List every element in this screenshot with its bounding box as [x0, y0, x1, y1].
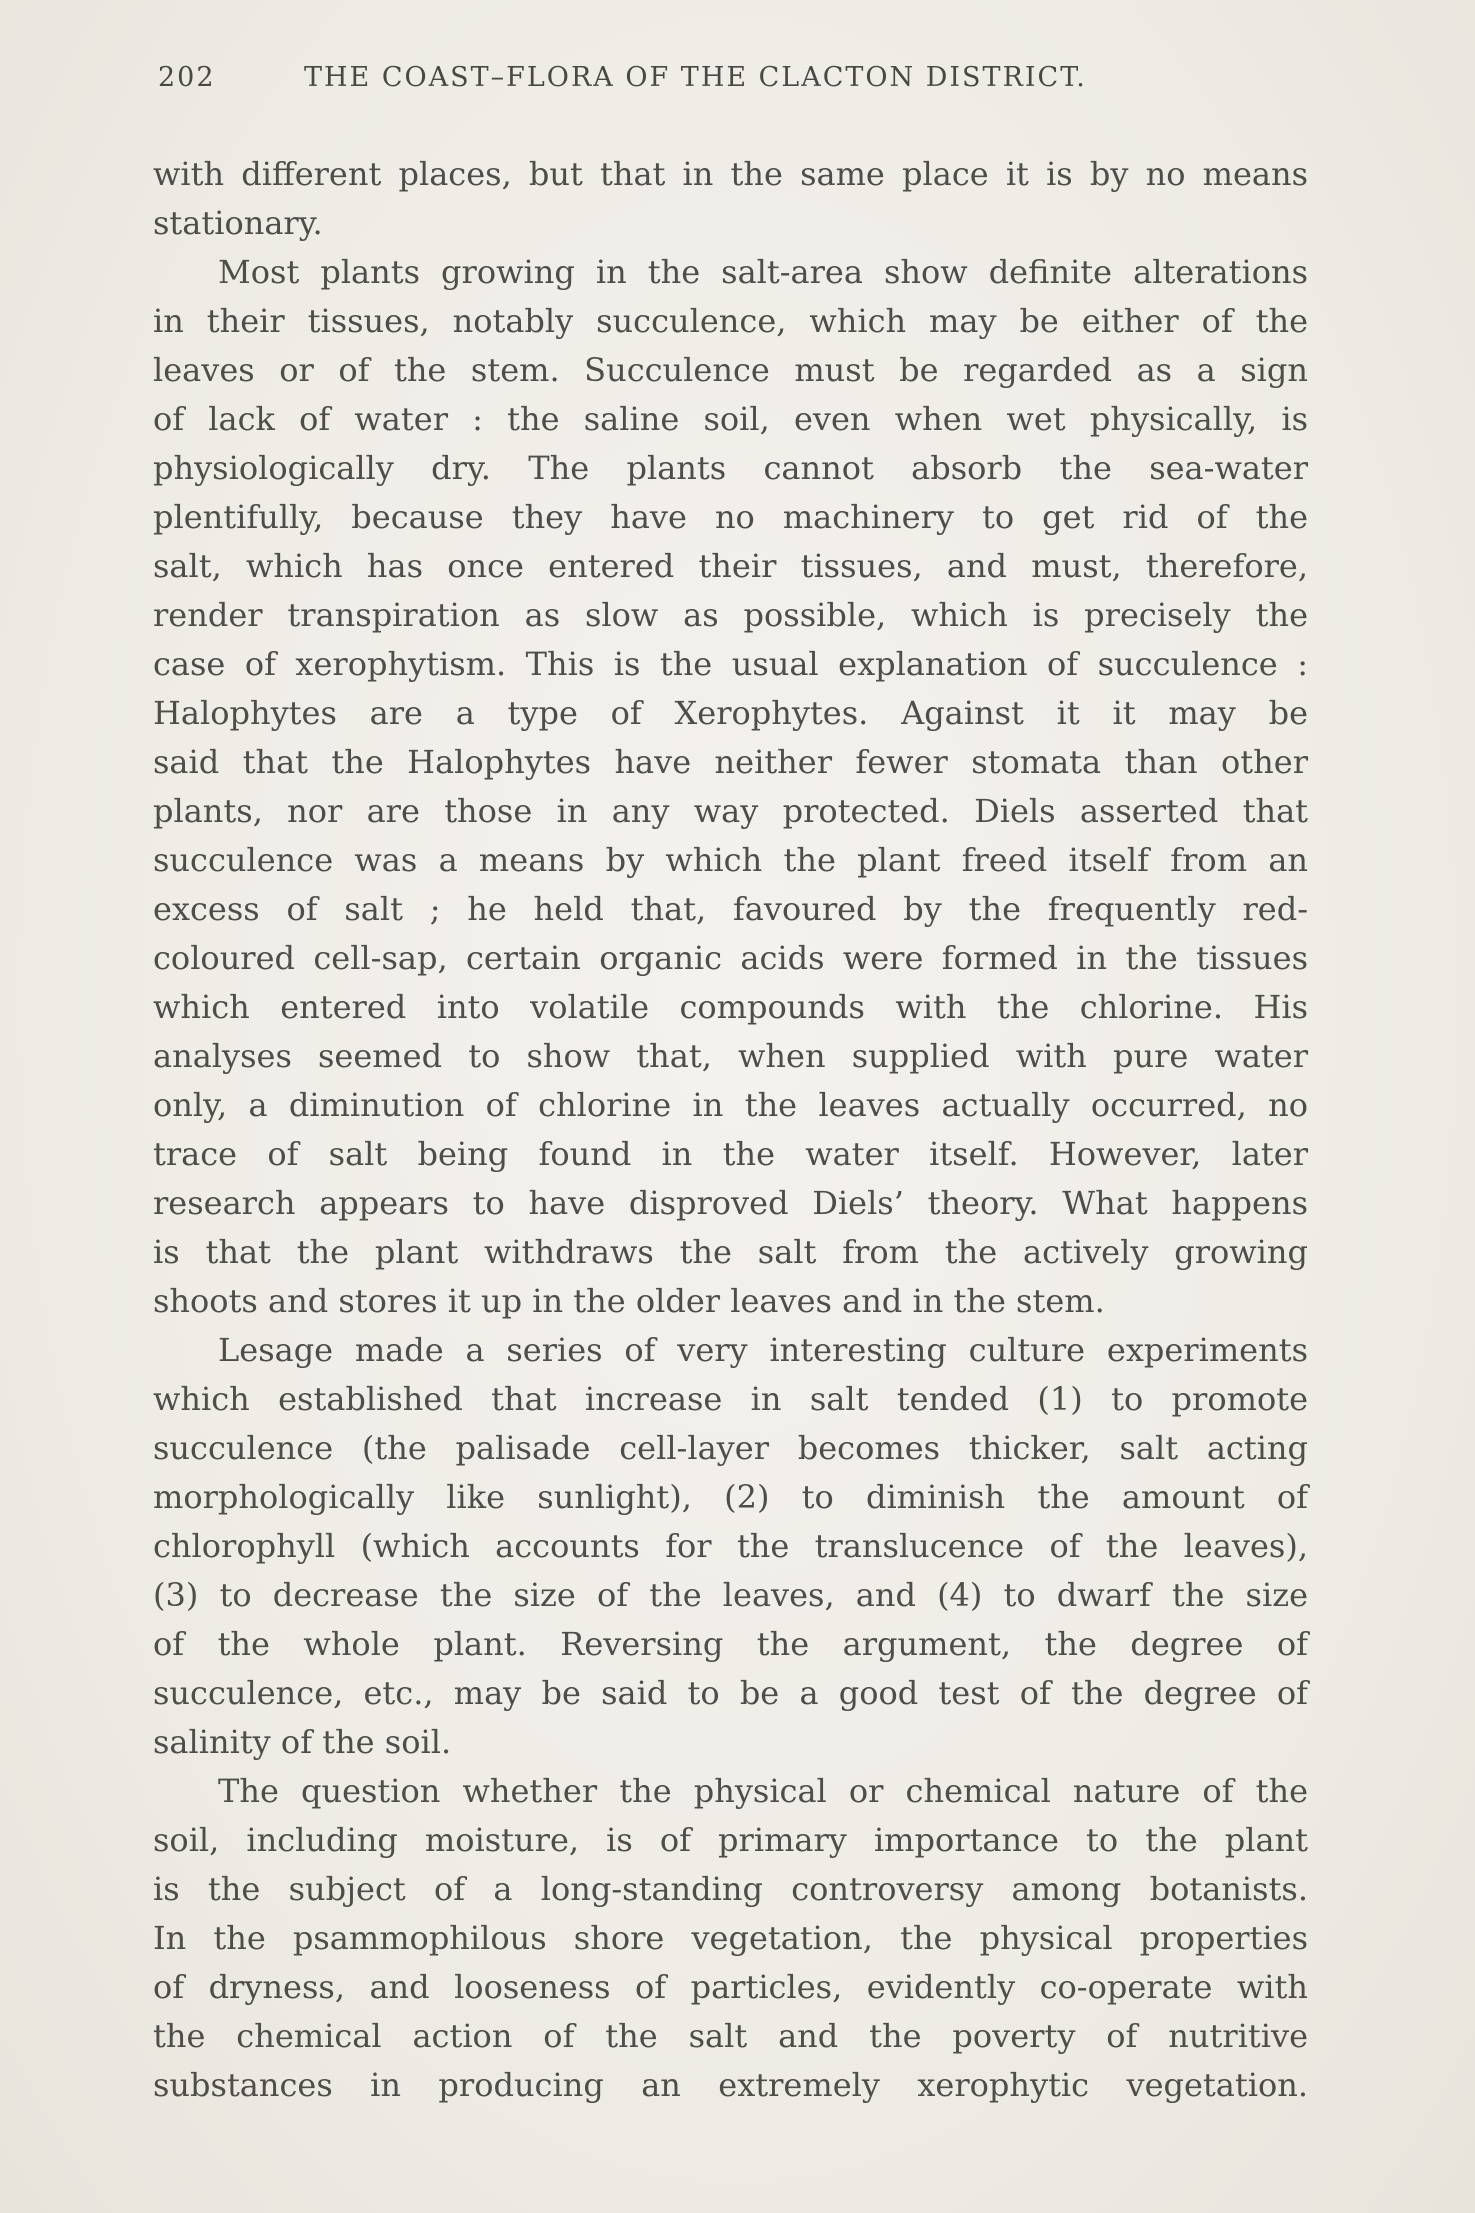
text-line: Lesage made a series of very interesting culture experiments: [218, 1331, 1308, 1369]
text-line: case of xerophytism. This is the usual explanation of succulence :: [153, 645, 1308, 683]
text-line: substances in producing an extremely xerophytic vegetation.: [153, 2066, 1308, 2104]
text-line: shoots and stores it up in the older leaves and in the stem.: [153, 1282, 1105, 1320]
text-line: research appears to have disproved Diels’ theory. What happens: [153, 1184, 1308, 1222]
running-header: [158, 62, 1168, 112]
text-line: only, a diminution of chlorine in the leaves actually occurred, no: [153, 1086, 1308, 1124]
text-line: said that the Halophytes have neither fewer stomata than other: [153, 743, 1308, 781]
text-line: stationary.: [153, 204, 323, 242]
paragraph: [153, 248, 1308, 1326]
text-line: leaves or of the stem. Succulence must be regarded as a sign: [153, 351, 1308, 389]
text-line: of the whole plant. Reversing the argument, the degree of: [153, 1625, 1308, 1663]
text-line: physiologically dry. The plants cannot absorb the sea-water: [153, 449, 1308, 487]
paragraph: [153, 150, 1308, 248]
text-line: render transpiration as slow as possible, which is precisely the: [153, 596, 1308, 634]
text-line: trace of salt being found in the water itself. However, later: [153, 1135, 1308, 1173]
text-line: chlorophyll (which accounts for the translucence of the leaves),: [153, 1527, 1308, 1565]
text-line: of dryness, and looseness of particles, evidently co-operate with: [153, 1968, 1308, 2006]
paragraph: [153, 1767, 1308, 2110]
text-line: in their tissues, notably succulence, which may be either of the: [153, 302, 1308, 340]
text-line: In the psammophilous shore vegetation, the physical properties: [153, 1919, 1308, 1957]
text-line: coloured cell-sap, certain organic acids were formed in the tissues: [153, 939, 1308, 977]
text-line: is the subject of a long-standing controversy among botanists.: [153, 1870, 1308, 1908]
text-line: plants, nor are those in any way protected. Diels asserted that: [153, 792, 1308, 830]
text-line: Most plants growing in the salt-area show definite alterations: [218, 253, 1308, 291]
text-line: is that the plant withdraws the salt from the actively growing: [153, 1233, 1308, 1271]
text-line: The question whether the physical or chemical nature of the: [218, 1772, 1308, 1810]
page-number: 202: [158, 62, 216, 93]
text-line: salinity of the soil.: [153, 1723, 452, 1761]
text-line: the chemical action of the salt and the poverty of nutritive: [153, 2017, 1308, 2055]
text-line: with different places, but that in the same place it is by no means: [153, 155, 1308, 193]
text-line: succulence, etc., may be said to be a good test of the degree of: [153, 1674, 1308, 1712]
paragraph: [153, 1326, 1308, 1767]
running-title: THE COAST–FLORA OF THE CLACTON DISTRICT.: [304, 62, 1087, 93]
text-line: succulence (the palisade cell-layer becomes thicker, salt acting: [153, 1429, 1308, 1467]
text-line: (3) to decrease the size of the leaves, and (4) to dwarf the size: [153, 1576, 1308, 1614]
text-line: Halophytes are a type of Xerophytes. Against it it may be: [153, 694, 1308, 732]
text-line: analyses seemed to show that, when supplied with pure water: [153, 1037, 1308, 1075]
text-line: of lack of water : the saline soil, even when wet physically, is: [153, 400, 1308, 438]
text-line: which entered into volatile compounds with the chlorine. His: [153, 988, 1308, 1026]
text-line: salt, which has once entered their tissues, and must, therefore,: [153, 547, 1308, 585]
text-line: which established that increase in salt tended (1) to promote: [153, 1380, 1308, 1418]
text-line: excess of salt ; he held that, favoured by the frequently red-: [153, 890, 1308, 928]
body-text: [153, 150, 1308, 2110]
text-line: succulence was a means by which the plant freed itself from an: [153, 841, 1308, 879]
text-line: plentifully, because they have no machinery to get rid of the: [153, 498, 1308, 536]
text-line: morphologically like sunlight), (2) to diminish the amount of: [153, 1478, 1308, 1516]
text-line: soil, including moisture, is of primary importance to the plant: [153, 1821, 1308, 1859]
